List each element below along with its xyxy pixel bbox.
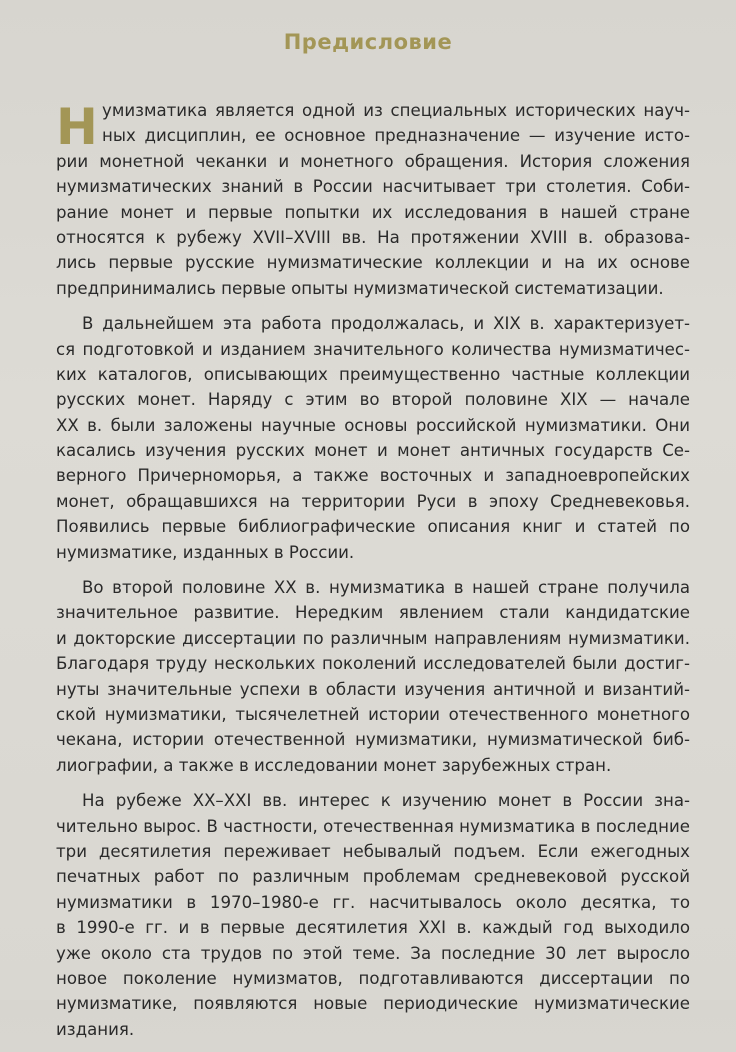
text-line: нумизматике, появляются новые периодические нумизматические: [56, 994, 690, 1014]
text-line: ся подготовкой и изданием значительного количества нумизматичес-: [56, 339, 690, 359]
body-text: [56, 98, 690, 1052]
text-line: в 1990-е гг. и в первые десятилетия XXI в. каждый год выходило: [56, 918, 690, 938]
text-line: русских монет. Наряду с этим во второй половине XIX — начале: [56, 390, 690, 410]
text-line: рии монетной чеканки и монетного обращения. История сложения: [56, 151, 690, 171]
text-line: ской нумизматики, тысячелетней истории отечественного монетного: [56, 704, 690, 724]
text-line: верного Причерноморья, а также восточных и западноевропейских: [56, 466, 690, 486]
paragraph-1: [56, 98, 690, 301]
text-line: относятся к рубежу XVII–XVIII вв. На протяжении XVIII в. образова-: [56, 227, 690, 247]
text-line: рание монет и первые попытки их исследования в нашей стране: [56, 202, 690, 222]
text-line: XX в. были заложены научные основы российской нумизматики. Они: [56, 415, 690, 435]
text-line: ных дисциплин, ее основное предназначение — изучение исто-: [102, 126, 690, 146]
text-line: уже около ста трудов по этой теме. За последние 30 лет выросло: [56, 943, 690, 963]
text-line: новое поколение нумизматов, подготавливаются диссертации по: [56, 968, 690, 988]
paragraph-2: [56, 311, 690, 565]
text-line: и докторские диссертации по различным направлениям нумизматики.: [56, 628, 690, 648]
paragraph-4: [56, 788, 690, 1042]
text-line: издания.: [56, 1019, 135, 1039]
text-line: В дальнейшем эта работа продолжалась, и XIX в. характеризует-: [82, 314, 690, 334]
paragraph-3: [56, 575, 690, 778]
text-line: касались изучения русских монет и монет античных государств Се-: [56, 441, 690, 461]
text-line: монет, обращавшихся на территории Руси в эпоху Средневековья.: [56, 491, 690, 511]
text-line: предпринимались первые опыты нумизматической систематизации.: [56, 278, 664, 298]
text-line: нуты значительные успехи в области изучения античной и византий-: [56, 679, 690, 699]
text-line: умизматика является одной из специальных исторических науч-: [102, 101, 690, 120]
text-line: лиографии, а также в исследовании монет зарубежных стран.: [56, 755, 612, 775]
text-line: чительно вырос. В частности, отечественная нумизматика в последние: [56, 816, 690, 836]
text-line: нумизматики в 1970–1980-е гг. насчитывалось около десятка, то: [56, 892, 690, 912]
text-line: печатных работ по различным проблемам средневековой русской: [56, 867, 690, 887]
drop-cap: Н: [56, 98, 98, 156]
page-title: Предисловие: [283, 30, 453, 54]
text-line: На рубеже XX–XXI вв. интерес к изучению монет в России зна-: [82, 791, 690, 811]
text-line: нумизматических знаний в России насчитывает три столетия. Соби-: [56, 177, 690, 197]
text-line: лись первые русские нумизматические коллекции и на их основе: [56, 253, 690, 273]
text-line: нумизматике, изданных в России.: [56, 542, 355, 562]
text-line: Благодаря труду нескольких поколений исследователей были достиг-: [56, 654, 690, 674]
text-line: три десятилетия переживает небывалый подъем. Если ежегодных: [56, 841, 690, 861]
text-line: чекана, истории отечественной нумизматики, нумизматической биб-: [56, 730, 690, 750]
text-line: Появились первые библиографические описания книг и статей по: [56, 517, 690, 537]
text-line: ких каталогов, описывающих преимущественно частные коллекции: [56, 364, 690, 384]
text-line: значительное развитие. Нередким явлением стали кандидатские: [56, 603, 690, 623]
text-line: Во второй половине XX в. нумизматика в нашей стране получила: [82, 578, 690, 598]
